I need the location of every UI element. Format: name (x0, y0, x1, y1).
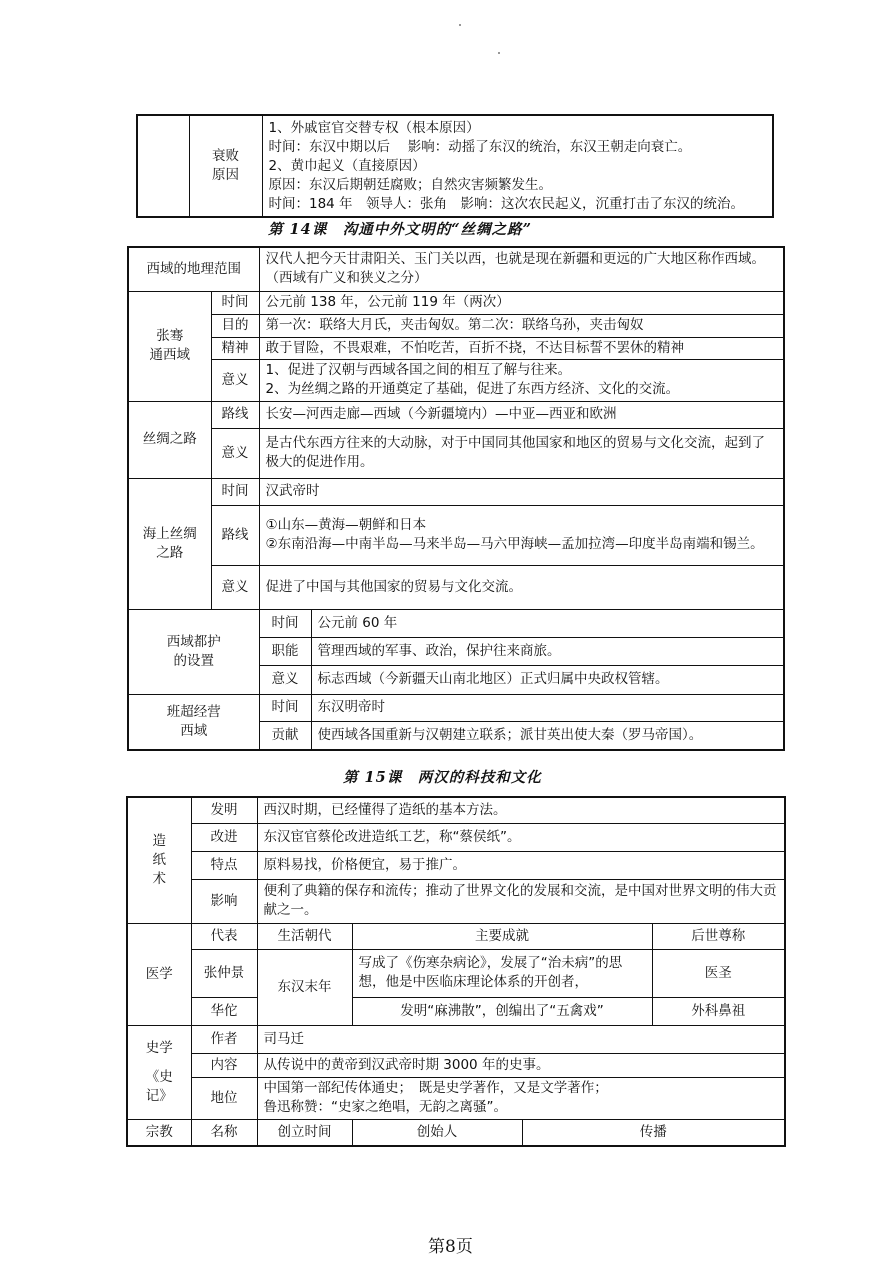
decline-table (136, 114, 774, 218)
protectorate-value: 管理西域的军事、政治，保护往来商旅。 (311, 637, 784, 665)
protectorate-value: 公元前 60 年 (311, 609, 784, 637)
history-status-2: 鲁迅称赞：“史家之绝唱，无韵之离骚”。 (263, 1099, 507, 1115)
lesson14-table (127, 246, 785, 751)
medicine-header: 代表 (191, 923, 257, 949)
medicine-label: 医学 (127, 923, 191, 1025)
page-number: 第8页 (428, 1237, 473, 1257)
paper-value: 原料易找，价格便宜，易于推广。 (257, 851, 785, 879)
paper-key: 影响 (191, 879, 257, 923)
scan-speck (498, 52, 500, 54)
lesson15-table (126, 796, 786, 1147)
zhangqian-significance-2: 2、为丝绸之路的开通奠定了基础，促进了东西方经济、文化的交流。 (265, 381, 680, 397)
maritime-value: 汉武帝时 (259, 478, 784, 505)
maritime-route-2: ②东南沿海—中南半岛—马来半岛—马六甲海峡—孟加拉湾—印度半岛南端和锡兰。 (265, 536, 764, 552)
banchao-label: 班超经营 西域 (128, 694, 259, 750)
banchao-value: 使西域各国重新与汉朝建立联系；派甘英出使大秦（罗马帝国）。 (311, 721, 784, 750)
banchao-value: 东汉明帝时 (311, 694, 784, 721)
maritime-label: 海上丝绸 之路 (128, 478, 211, 609)
paper-key: 特点 (191, 851, 257, 879)
decline-label: 衰败 原因 (189, 115, 262, 217)
maritime-key: 时间 (211, 478, 259, 505)
history-label: 史学 《史 记》 (127, 1025, 191, 1119)
medicine-header: 后世尊称 (652, 923, 785, 949)
history-value: 司马迁 (257, 1025, 785, 1053)
decline-line: 2、黄巾起义（直接原因） (268, 157, 426, 174)
paper-label: 造 纸 术 (127, 797, 191, 923)
paper-key: 发明 (191, 797, 257, 823)
zhangqian-key: 意义 (211, 359, 259, 401)
paper-value: 便利了典籍的保存和流传；推动了世界文化的发展和交流，是中国对世界文明的伟大贡献之一。 (257, 879, 785, 923)
zhangqian-key: 目的 (211, 314, 259, 337)
medicine-achievement: 发明“麻沸散”，创编出了“五禽戏” (352, 997, 652, 1025)
banchao-key: 贡献 (259, 721, 311, 750)
decline-content (262, 115, 773, 217)
religion-header: 创始人 (352, 1119, 522, 1146)
paper-value: 西汉时期，已经懂得了造纸的基本方法。 (257, 797, 785, 823)
medicine-header: 主要成就 (352, 923, 652, 949)
medicine-era: 东汉末年 (257, 949, 352, 1025)
zhangqian-value: 敢于冒险，不畏艰难，不怕吃苦，百折不挠，不达目标誓不罢休的精神 (259, 337, 784, 359)
medicine-name: 华佗 (191, 997, 257, 1025)
paper-key: 改进 (191, 823, 257, 851)
silk-road-value: 是古代东西方往来的大动脉，对于中国同其他国家和地区的贸易与文化交流，起到了极大的促进作用。 (259, 428, 784, 478)
medicine-achievement: 写成了《伤寒杂病论》，发展了“治未病”的思想，他是中医临床理论体系的开创者， (352, 949, 652, 997)
medicine-header: 生活朝代 (257, 923, 352, 949)
protectorate-key: 职能 (259, 637, 311, 665)
maritime-key: 路线 (211, 505, 259, 565)
silk-road-value: 长安—河西走廊—西域（今新疆境内）—中亚—西亚和欧洲 (259, 401, 784, 428)
religion-label: 宗教 (127, 1119, 191, 1146)
protectorate-key: 意义 (259, 665, 311, 694)
zhangqian-key: 精神 (211, 337, 259, 359)
silk-road-label: 丝绸之路 (128, 401, 211, 478)
history-label-top: 史学 (145, 1039, 173, 1056)
history-status-1: 中国第一部纪传体通史； 既是史学著作，又是文学著作； (263, 1080, 608, 1096)
xiyu-scope-text: 汉代人把今天甘肃阳关、玉门关以西，也就是现在新疆和更远的广大地区称作西域。（西域有广义和狭义之分） (259, 247, 784, 291)
lesson14-title: 第 14课 沟通中外文明的“丝绸之路” (268, 221, 532, 238)
protectorate-label: 西域都护 的设置 (128, 609, 259, 694)
zhangqian-significance-1: 1、促进了汉朝与西域各国之间的相互了解与往来。 (265, 362, 572, 378)
medicine-honor: 医圣 (652, 949, 785, 997)
zhangqian-label: 张骞 通西域 (128, 291, 211, 401)
history-value: 从传说中的黄帝到汉武帝时期 3000 年的史事。 (257, 1053, 785, 1077)
silk-road-key: 意义 (211, 428, 259, 478)
religion-header: 创立时间 (257, 1119, 352, 1146)
religion-header: 名称 (191, 1119, 257, 1146)
maritime-value: 促进了中国与其他国家的贸易与文化交流。 (259, 565, 784, 609)
banchao-key: 时间 (259, 694, 311, 721)
history-key: 作者 (191, 1025, 257, 1053)
silk-road-key: 路线 (211, 401, 259, 428)
zhangqian-value: 第一次：联络大月氏，夹击匈奴。第二次：联络乌孙，夹击匈奴 (259, 314, 784, 337)
zhangqian-key: 时间 (211, 291, 259, 314)
protectorate-key: 时间 (259, 609, 311, 637)
decline-line: 1、外戚宦官交替专权（根本原因） (268, 119, 480, 136)
decline-line: 时间：184 年 领导人：张角 影响：这次农民起义，沉重打击了东汉的统治。 (268, 195, 745, 212)
religion-header: 传播 (522, 1119, 785, 1146)
history-label-bottom: 《史 (145, 1068, 173, 1085)
xiyu-scope-label: 西域的地理范围 (128, 247, 259, 291)
lesson15-title: 第 15课 两汉的科技和文化 (343, 769, 542, 786)
medicine-name: 张仲景 (191, 949, 257, 997)
protectorate-value: 标志西域（今新疆天山南北地区）正式归属中央政权管辖。 (311, 665, 784, 694)
maritime-key: 意义 (211, 565, 259, 609)
paper-value: 东汉宦官蔡伦改进造纸工艺，称“蔡侯纸”。 (257, 823, 785, 851)
decline-line: 时间：东汉中期以后 影响：动摇了东汉的统治，东汉王朝走向衰亡。 (268, 138, 692, 155)
maritime-value (259, 505, 784, 565)
zhangqian-value (259, 359, 784, 401)
history-value (257, 1077, 785, 1119)
decline-blank-cell (137, 115, 189, 217)
maritime-route-1: ①山东—黄海—朝鲜和日本 (265, 517, 427, 533)
medicine-honor: 外科鼻祖 (652, 997, 785, 1025)
zhangqian-value: 公元前 138 年，公元前 119 年（两次） (259, 291, 784, 314)
history-key: 内容 (191, 1053, 257, 1077)
history-key: 地位 (191, 1077, 257, 1119)
scan-speck (459, 24, 461, 26)
decline-line: 原因：东汉后期朝廷腐败；自然灾害频繁发生。 (268, 176, 552, 193)
